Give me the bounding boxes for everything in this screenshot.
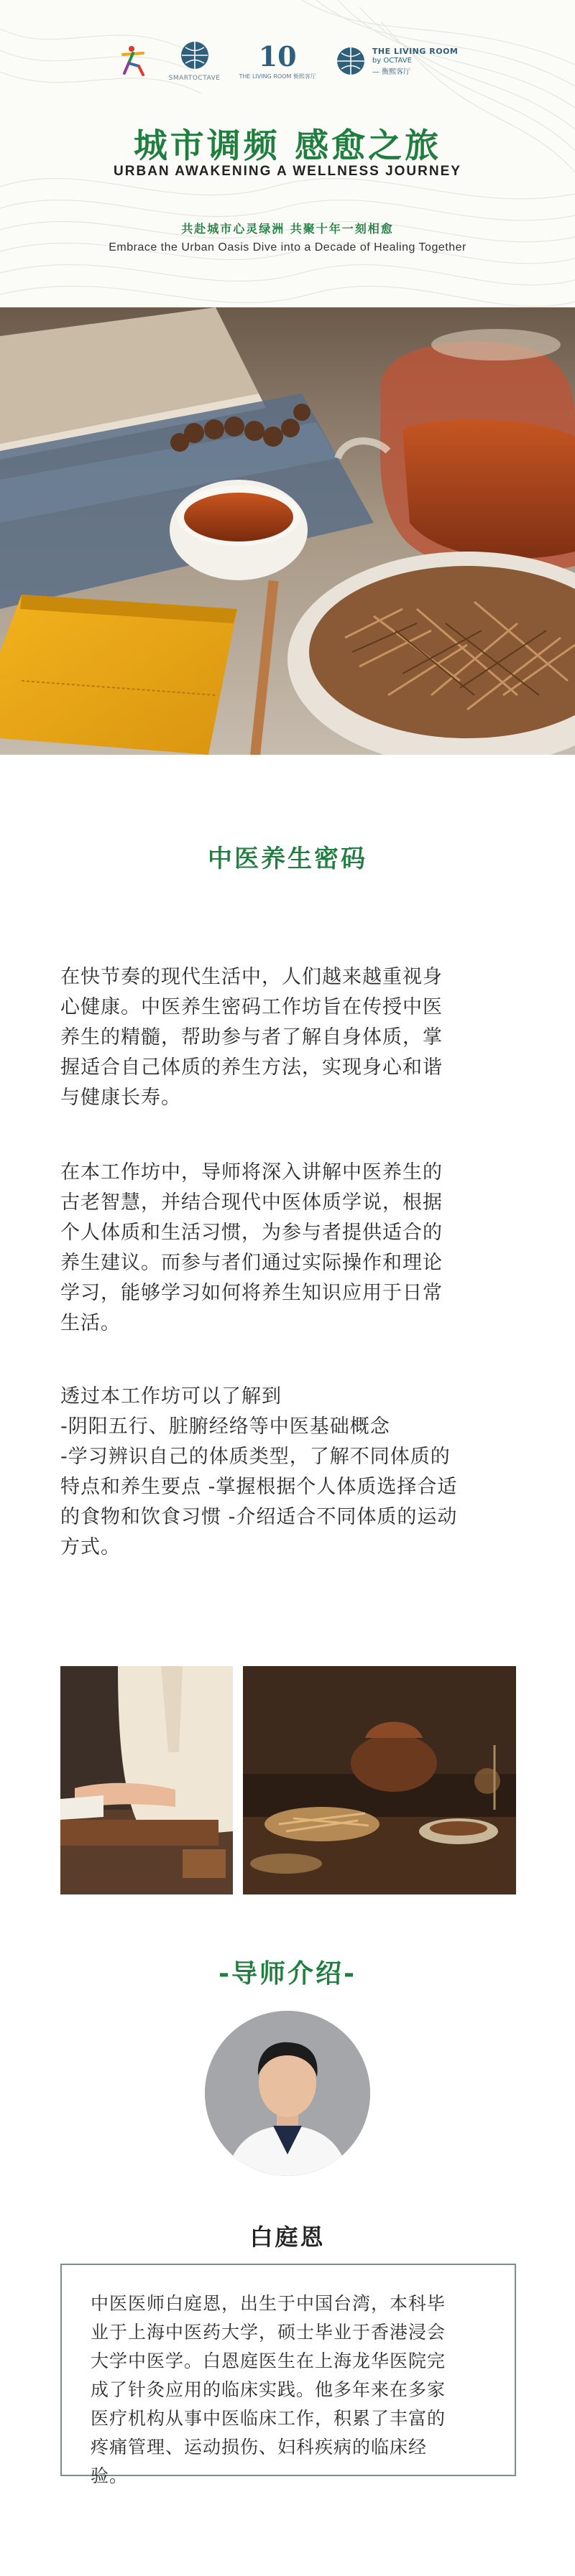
living-room-title: THE LIVING ROOM <box>372 46 459 56</box>
workshop-photos <box>60 1666 516 1894</box>
event-title-en: URBAN AWAKENING A WELLNESS JOURNEY <box>114 164 461 179</box>
paragraph-line: -学习辨识自己的体质类型，了解不同体质的 <box>60 1446 451 1468</box>
ten-years-caption: THE LIVING ROOM 衡熙客厅 <box>239 73 316 80</box>
paragraph-line: 的食物和饮食习惯 -介绍适合不同体质的运动 <box>60 1506 458 1528</box>
bio-line: 疼痛管理、运动损伤、妇科疾病的临床经 <box>91 2437 428 2458</box>
paragraph-line: 在本工作坊中，导师将深入讲解中医养生的 <box>60 1161 443 1184</box>
event-header <box>0 0 575 307</box>
hero-tea-herbs-photo <box>0 307 575 755</box>
ten-years-mark: 10 <box>258 39 297 73</box>
partner-logo-caption: SMARTOCTAVE <box>168 75 221 82</box>
bio-line: 医疗机构从事中医临床工作，积累了丰富的 <box>91 2408 446 2429</box>
paragraph-line: 在快节奏的现代生活中，人们越来越重视身 <box>60 966 443 988</box>
paragraph-line: 古老智慧，并结合现代中医体质学说，根据 <box>60 1191 443 1214</box>
teacher-portrait <box>205 2011 370 2176</box>
paragraph-line: 学习，能够学习如何将养生知识应用于日常 <box>60 1282 443 1304</box>
pulse-diagnosis-photo <box>60 1666 233 1894</box>
workshop-paragraph <box>60 1158 516 1339</box>
learning-points-paragraph <box>60 1382 516 1563</box>
herbal-medicine-illustration <box>243 1666 516 1894</box>
event-slogan-cn: 共赴城市心灵绿洲 共聚十年一刻相愈 <box>181 222 394 236</box>
teacher-name: 白庭恩 <box>249 2223 326 2251</box>
ten-years-logo <box>239 39 316 80</box>
partner-logos <box>0 40 575 82</box>
paragraph-line: 握适合自己体质的养生方法，实现身心和谐 <box>60 1056 443 1079</box>
bio-line: 业于上海中医药大学，硕士毕业于香港浸会 <box>91 2322 446 2343</box>
teacher-section-title: -导师介绍- <box>218 1959 356 1989</box>
living-room-logo <box>335 45 458 77</box>
section-title: 中医养生密码 <box>208 845 367 873</box>
bio-line: 大学中医学。白恩庭医生在上海龙华医院完 <box>91 2351 446 2371</box>
living-room-byline: by OCTAVE <box>372 56 412 65</box>
dancing-figure-icon <box>117 45 150 78</box>
intro-paragraph <box>60 962 516 1113</box>
colorful-figure-logo <box>117 45 150 78</box>
paragraph-line: 与健康长寿。 <box>60 1087 181 1109</box>
globe-icon <box>335 45 367 77</box>
event-title-cn: 城市调频 感愈之旅 <box>133 126 442 166</box>
smart-octave-logo <box>169 40 221 82</box>
paragraph-line: 养生的精髓，帮助参与者了解自身体质，掌 <box>60 1026 443 1048</box>
herbal-medicine-photo <box>243 1666 516 1894</box>
paragraph-line: -阴阳五行、脏腑经络等中医基础概念 <box>60 1415 390 1438</box>
paragraph-line: 方式。 <box>60 1536 121 1558</box>
tea-herbs-illustration <box>0 307 575 755</box>
pulse-diagnosis-illustration <box>60 1666 233 1894</box>
bio-line: 成了针灸应用的临床实践。他多年来在多家 <box>91 2379 446 2400</box>
bio-line: 中医医师白庭恩，出生于中国台湾，本科毕 <box>91 2293 446 2314</box>
paragraph-line: 特点和养生要点 -掌握根据个人体质选择合适 <box>60 1476 458 1498</box>
paragraph-line: 心健康。中医养生密码工作坊旨在传授中医 <box>60 996 443 1018</box>
bio-line: 验。 <box>91 2465 129 2486</box>
paragraph-line: 透过本工作坊可以了解到 <box>60 1385 282 1408</box>
teacher-bio <box>91 2289 486 2491</box>
teacher-bio-box <box>60 2264 516 2486</box>
globe-icon <box>178 40 211 73</box>
paragraph-line: 生活。 <box>60 1312 121 1334</box>
paragraph-line: 个人体质和生活习惯，为参与者提供适合的 <box>60 1222 443 1244</box>
paragraph-line: 养生建议。而参与者们通过实际操作和理论 <box>60 1252 443 1274</box>
event-slogan-en: Embrace the Urban Oasis Dive into a Decade of Healing Together <box>109 241 466 254</box>
living-room-cn: — 衡熙客厅 <box>372 68 411 76</box>
teacher-avatar <box>205 2011 370 2176</box>
